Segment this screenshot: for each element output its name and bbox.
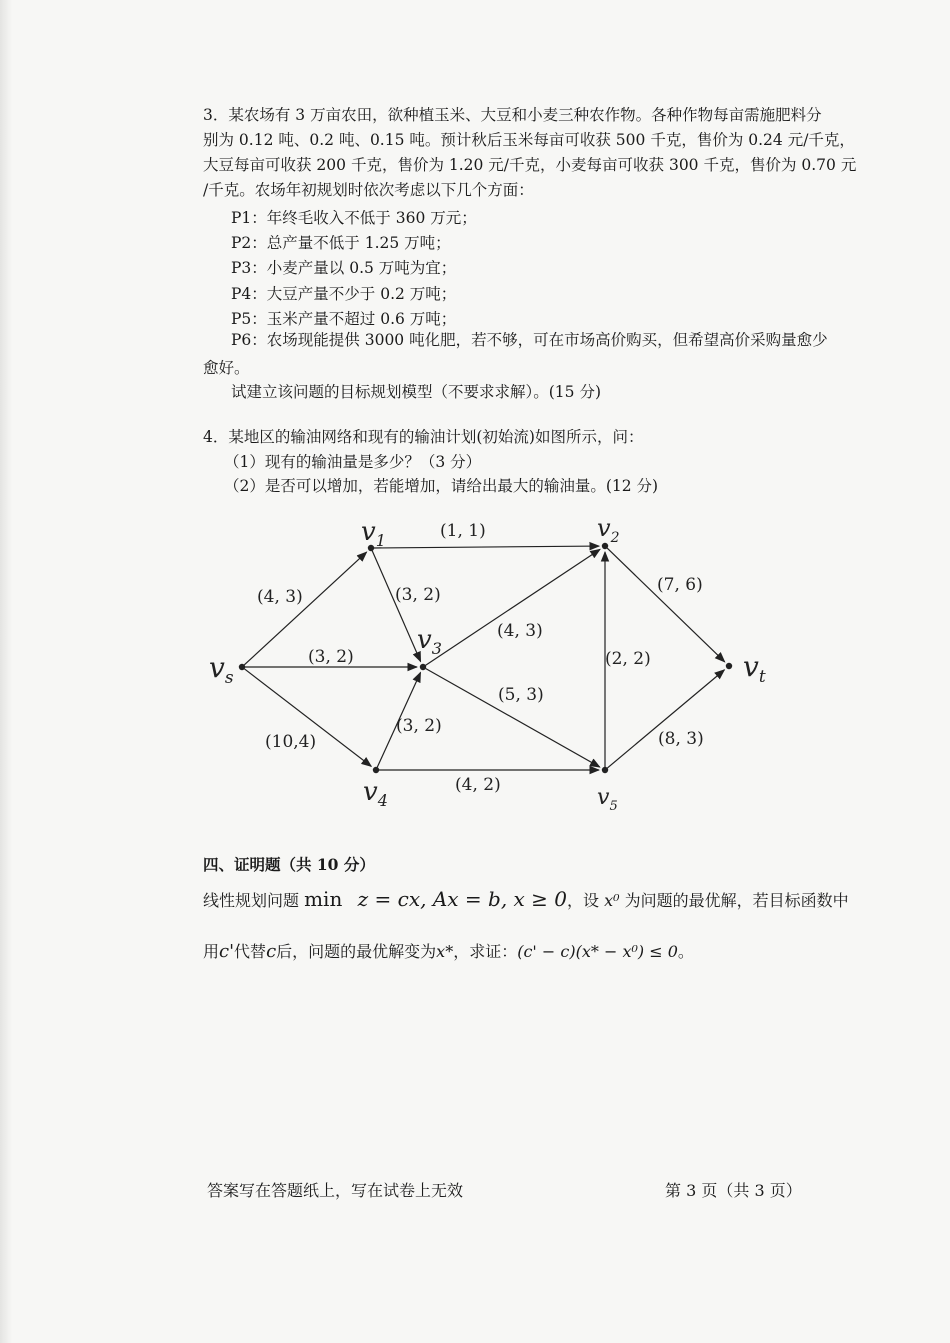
q4-sub-1: （1）现有的输油量是多少？（3 分） [224,453,482,471]
min-operator: min [304,887,343,911]
page-number: 第 3 页（共 3 页） [665,1181,802,1200]
edge-label-v3-v5: (5, 3) [498,685,544,705]
footer-notice: 答案写在答题纸上，写在试卷上无效 [207,1181,464,1200]
lp-model: z = cx, Ax = b, x ≥ 0 [357,887,568,911]
edge-label-v5-v2: (2, 2) [605,649,651,669]
node-label-v3: $v_3$ [417,625,442,658]
q4-title: 4．某地区的输油网络和现有的输油计划(初始流)如图所示，问： [203,428,644,446]
edge-label-vs-v1: (4, 3) [257,587,303,607]
node-label-vs: $v_s$ [209,651,234,688]
proof-text-prove: ，求证： [453,942,518,961]
edge-label-v1-v2: (1, 1) [440,521,486,541]
c-symbol: c [266,941,277,962]
edge-label-v5-vt: (8, 3) [658,729,704,749]
scan-shadow [0,0,12,1343]
edge-label-v2-vt: (7, 6) [657,575,703,595]
q3-line-4: /千克。农场年初规划时依次考虑以下几个方面： [203,181,534,199]
proof-text-mid: ，设 [567,891,605,910]
new-optimal-symbol: x* [436,942,454,961]
proof-text-prefix: 线性规划问题 [203,891,305,910]
priority-p6-continuation: 愈好。 [203,359,250,377]
node-label-v5: $v_5$ [597,785,618,814]
node-label-vt: $v_t$ [743,650,766,687]
edge-v3-v2 [425,549,600,665]
node-v3 [420,664,426,670]
priority-p4: P4：大豆产量不少于 0.2 万吨； [231,285,457,303]
edge-v2-vt [607,548,725,662]
priority-p5: P5：玉米产量不超过 0.6 万吨； [231,310,457,328]
edge-label-v4-v5: (4, 2) [455,775,501,795]
node-v2 [602,543,608,549]
edge-label-v3-v2: (4, 3) [497,621,543,641]
priority-p6: P6：农场现能提供 3000 吨化肥，若不够，可在市场高价购买，但希望高价采购量愈少 [231,331,828,349]
optimal-solution-symbol: x⁰ [604,891,620,910]
node-label-v1: $v_1$ [361,517,386,550]
proof-line-1 [203,889,849,911]
q4-sub-2: （2）是否可以增加，若能增加，请给出最大的输油量。(12 分) [224,477,659,495]
q3-line-1: 3．某农场有 3 万亩农田，欲种植玉米、大豆和小麦三种农作物。各种作物每亩需施肥料分 [203,106,822,124]
proof-text-suffix: 为问题的最优解，若目标函数中 [619,891,849,910]
node-vt [726,663,732,669]
edge-v5-vt [607,670,724,768]
edge-label-vs-v4: (10,4) [265,732,317,752]
node-v4 [373,767,379,773]
proof-text-end: 。 [677,942,694,961]
edge-v1-v3 [372,551,420,662]
inequality-to-prove: (c' − c)(x* − x⁰) ≤ 0 [517,942,678,961]
q3-task: 试建立该问题的目标规划模型（不要求求解）。(15 分) [231,383,601,401]
q3-line-2: 别为 0.12 吨、0.2 吨、0.15 吨。预计秋后玉米每亩可收获 500 千克，售价为 0.24 元/千克， [203,131,855,149]
priority-p3: P3：小麦产量以 0.5 万吨为宜； [231,259,457,277]
priority-p2: P2：总产量不低于 1.25 万吨； [231,234,451,252]
c-prime-symbol: c' [219,941,235,962]
edge-label-v4-v3: (3, 2) [396,716,442,736]
proof-text-replace: 代替 [234,942,267,961]
node-vs [239,664,245,670]
q3-line-3: 大豆每亩可收获 200 千克，售价为 1.20 元/千克，小麦每亩可收获 300 千克，售价为 0.70 元 [203,156,857,174]
edge-v1-v2 [374,546,599,548]
priority-p1: P1：年终毛收入不低于 360 万元； [231,209,477,227]
oil-network-diagram [195,510,795,820]
proof-text-after: 后，问题的最优解变为 [276,942,437,961]
node-label-v4: $v_4$ [363,777,388,810]
node-label-v2: $v_2$ [597,514,620,546]
node-v5 [602,767,608,773]
edge-label-vs-v3: (3, 2) [308,647,354,667]
edge-v3-v5 [426,668,600,767]
proof-text-use: 用 [203,942,220,961]
section4-heading: 四、证明题（共 10 分） [203,855,375,874]
edge-label-v1-v3: (3, 2) [395,585,441,605]
proof-line-2 [203,942,694,962]
